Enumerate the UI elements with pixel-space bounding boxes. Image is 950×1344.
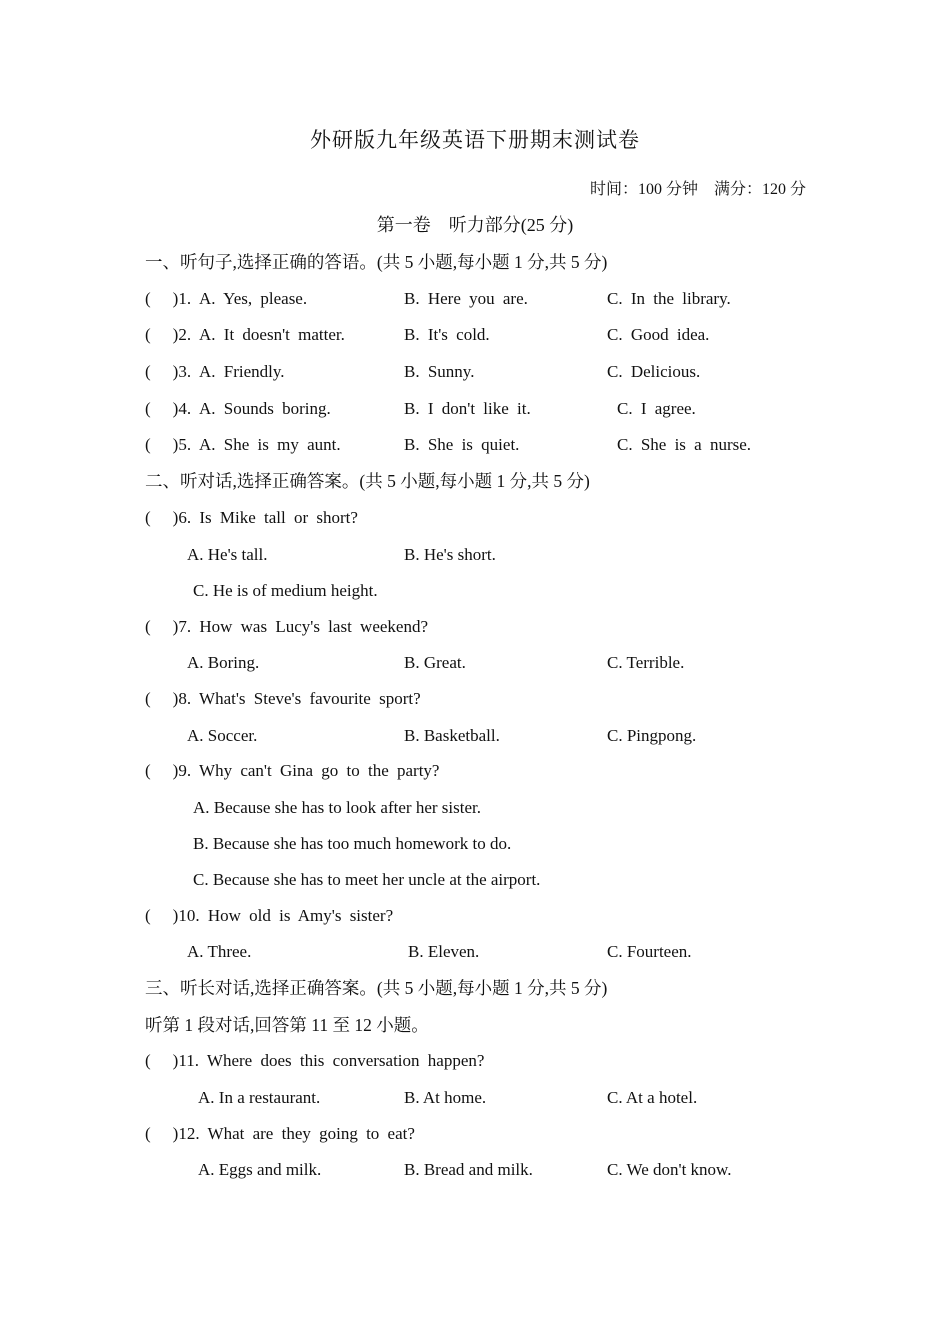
option-c: C. Good idea.: [607, 325, 710, 344]
option-b: B. At home.: [404, 1088, 487, 1107]
question-stem: )11. Where does this conversation happen?: [172, 1051, 485, 1070]
option-a: A. Because she has to look after her sister.: [193, 798, 481, 817]
question-stem: )6. Is Mike tall or short?: [172, 508, 358, 527]
section-heading-1: 一、听句子,选择正确的答语。(共 5 小题,每小题 1 分,共 5 分): [145, 252, 608, 272]
question-12: [145, 1124, 415, 1144]
option-c: C. Because she has to meet her uncle at the airport.: [193, 870, 541, 889]
question-stem: )12. What are they going to eat?: [172, 1124, 415, 1143]
option-b: B. Great.: [404, 653, 466, 672]
paren: (: [145, 1051, 151, 1070]
question-number: )5.: [172, 435, 192, 454]
paren: (: [145, 362, 151, 381]
paren: (: [145, 435, 151, 454]
option-a: A. It doesn't matter.: [199, 325, 345, 344]
option-b: B. I don't like it.: [404, 399, 531, 418]
paren: (: [145, 1124, 151, 1143]
option-a: A. Eggs and milk.: [198, 1160, 322, 1179]
option-b: B. He's short.: [404, 545, 496, 564]
section-heading-3: 三、听长对话,选择正确答案。(共 5 小题,每小题 1 分,共 5 分): [145, 978, 608, 998]
option-a: A. She is my aunt.: [199, 435, 341, 454]
paren: (: [145, 906, 151, 925]
paren: (: [145, 508, 151, 527]
option-b: B. It's cold.: [404, 325, 490, 344]
section-heading-2: 二、听对话,选择正确答案。(共 5 小题,每小题 1 分,共 5 分): [145, 471, 590, 491]
paren: (: [145, 689, 151, 708]
option-a: A. Yes, please.: [199, 289, 308, 308]
paren: (: [145, 761, 151, 780]
paren: (: [145, 399, 151, 418]
question-number: )3.: [172, 362, 192, 381]
question-1: [145, 289, 191, 309]
section-subheading: 听第 1 段对话,回答第 11 至 12 小题。: [145, 1015, 429, 1035]
question-number: )1.: [172, 289, 192, 308]
option-c: C. At a hotel.: [607, 1088, 698, 1107]
part-title: 第一卷 听力部分(25 分): [376, 215, 574, 235]
option-c: C. He is of medium height.: [193, 581, 378, 600]
option-a: A. He's tall.: [187, 545, 268, 564]
question-stem: )10. How old is Amy's sister?: [172, 906, 394, 925]
option-a: A. Sounds boring.: [199, 399, 331, 418]
question-7: [145, 617, 428, 637]
paren: (: [145, 617, 151, 636]
option-b: B. Eleven.: [408, 942, 480, 961]
option-b: B. Bread and milk.: [404, 1160, 533, 1179]
option-c: C. Terrible.: [607, 653, 685, 672]
option-b: B. Because she has too much homework to do.: [193, 834, 512, 853]
option-c: C. In the library.: [607, 289, 731, 308]
option-a: A. Three.: [187, 942, 252, 961]
question-9: [145, 761, 439, 781]
question-stem: )7. How was Lucy's last weekend?: [172, 617, 428, 636]
question-3: [145, 362, 191, 382]
option-c: C. I agree.: [617, 399, 696, 418]
question-6: [145, 508, 358, 528]
option-a: A. Friendly.: [199, 362, 285, 381]
question-stem: )8. What's Steve's favourite sport?: [172, 689, 421, 708]
paren: (: [145, 325, 151, 344]
score-label: 满分：120 分: [713, 181, 806, 198]
question-number: )2.: [172, 325, 192, 344]
question-11: [145, 1051, 484, 1071]
paren: (: [145, 289, 151, 308]
option-a: A. In a restaurant.: [198, 1088, 321, 1107]
question-8: [145, 689, 421, 709]
option-a: A. Boring.: [187, 653, 260, 672]
question-4: [145, 399, 191, 419]
option-c: C. We don't know.: [607, 1160, 732, 1179]
option-c: C. Delicious.: [607, 362, 701, 381]
exam-meta: [590, 180, 806, 200]
question-5: [145, 435, 191, 455]
question-number: )4.: [172, 399, 192, 418]
question-10: [145, 906, 393, 926]
option-b: B. Sunny.: [404, 362, 475, 381]
question-2: [145, 325, 191, 345]
time-label: 时间：100 分钟: [589, 181, 698, 198]
question-stem: )9. Why can't Gina go to the party?: [172, 761, 440, 780]
option-c: C. Fourteen.: [607, 942, 692, 961]
option-b: B. Here you are.: [404, 289, 528, 308]
option-b: B. Basketball.: [404, 726, 500, 745]
page-title: 外研版九年级英语下册期末测试卷: [310, 128, 640, 152]
option-c: C. She is a nurse.: [617, 435, 752, 454]
option-a: A. Soccer.: [187, 726, 258, 745]
option-b: B. She is quiet.: [404, 435, 520, 454]
option-c: C. Pingpong.: [607, 726, 697, 745]
